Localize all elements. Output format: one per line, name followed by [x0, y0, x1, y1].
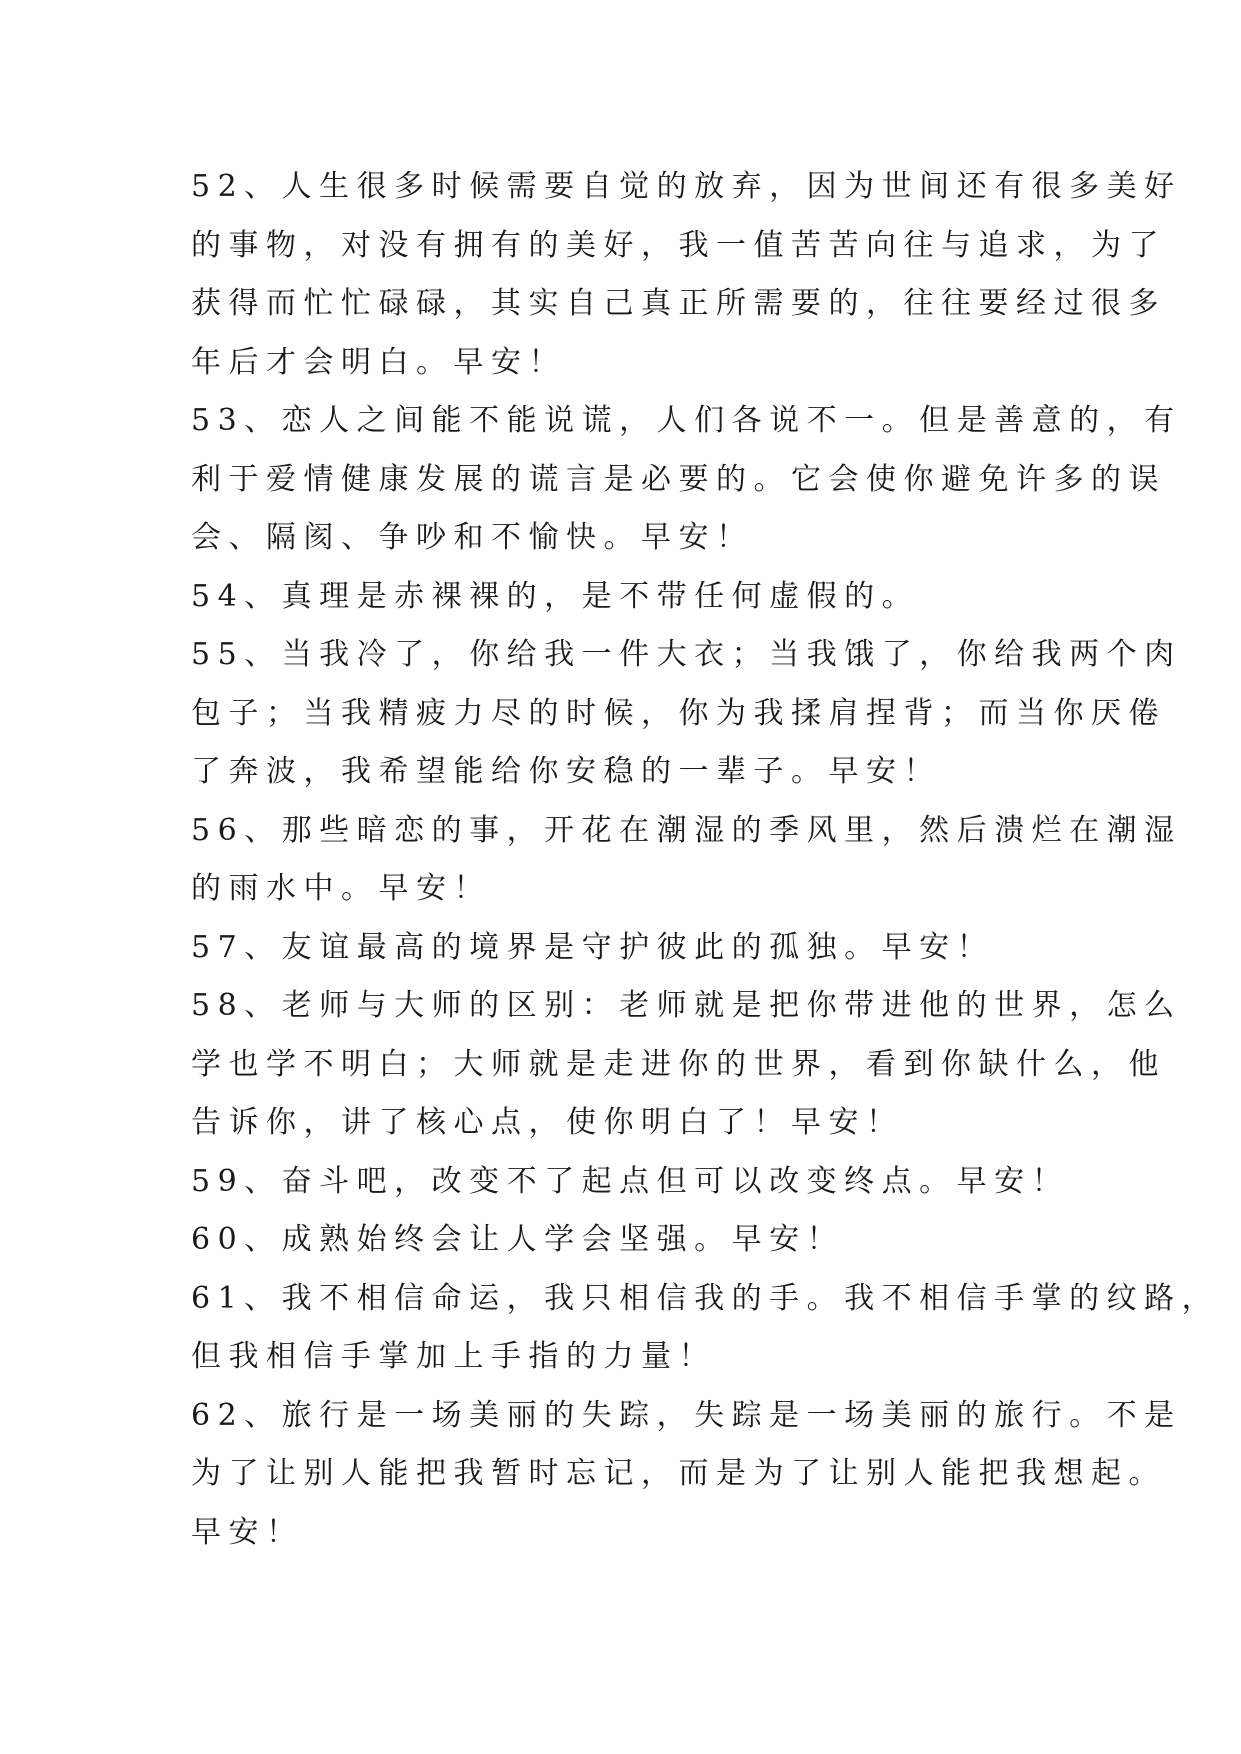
- paragraph-53: [191, 392, 1182, 568]
- paragraph-62: [191, 1387, 1182, 1563]
- text-line: 56、那些暗恋的事，开花在潮湿的季风里，然后溃烂在潮湿: [191, 812, 1182, 848]
- text-line: 53、恋人之间能不能说谎，人们各说不一。但是善意的，有: [191, 403, 1182, 438]
- text-line: 学也学不明白；大师就是走进你的世界，看到你缺什么，他: [191, 1046, 1166, 1082]
- text-line: 60、成熟始终会让人学会坚强。早安！: [191, 1222, 845, 1257]
- paragraph-55: [191, 626, 1182, 802]
- paragraph-59: [191, 1153, 1071, 1212]
- text-line: 获得而忙忙碌碌，其实自己真正所需要的，往往要经过很多: [191, 286, 1166, 321]
- paragraph-58: [191, 977, 1182, 1153]
- text-line: 为了让别人能把我暂时忘记，而是为了让别人能把我想起。: [191, 1456, 1166, 1491]
- text-line: 55、当我冷了，你给我一件大衣；当我饿了，你给我两个肉: [191, 637, 1182, 672]
- paragraph-61: [191, 1270, 1220, 1387]
- document-body: [191, 158, 1220, 1562]
- text-line: 年后才会明白。早安！: [191, 344, 566, 380]
- text-line: 包子；当我精疲力尽的时候，你为我揉肩捏背；而当你厌倦: [191, 695, 1166, 731]
- text-line: 但我相信手掌加上手指的力量！: [191, 1339, 716, 1374]
- paragraph-52: [191, 158, 1182, 392]
- text-line: 的事物，对没有拥有的美好，我一值苦苦向往与追求，为了: [191, 227, 1166, 263]
- paragraph-56: [191, 802, 1182, 919]
- text-line: 59、奋斗吧，改变不了起点但可以改变终点。早安！: [191, 1163, 1070, 1199]
- text-line: 利于爱情健康发展的谎言是必要的。它会使你避免许多的误: [191, 461, 1166, 497]
- text-line: 告诉你，讲了核心点，使你明白了！早安！: [191, 1105, 904, 1140]
- text-line: 会、隔阂、争吵和不愉快。早安！: [191, 520, 754, 555]
- text-line: 52、人生很多时候需要自觉的放弃，因为世间还有很多美好: [191, 169, 1182, 204]
- text-line: 61、我不相信命运，我只相信我的手。我不相信手掌的纹路，: [191, 1280, 1220, 1316]
- text-line: 54、真理是赤裸裸的，是不带任何虚假的。: [191, 578, 920, 614]
- paragraph-57: [191, 919, 1071, 978]
- text-line: 早安！: [191, 1514, 304, 1550]
- paragraph-54: [191, 568, 1071, 627]
- text-line: 62、旅行是一场美丽的失踪，失踪是一场美丽的旅行。不是: [191, 1397, 1182, 1433]
- text-line: 58、老师与大师的区别：老师就是把你带进他的世界，怎么: [191, 988, 1182, 1023]
- text-line: 了奔波，我希望能给你安稳的一辈子。早安！: [191, 754, 941, 789]
- text-line: 57、友谊最高的境界是守护彼此的孤独。早安！: [191, 929, 995, 965]
- text-line: 的雨水中。早安！: [191, 871, 491, 906]
- paragraph-60: [191, 1211, 1071, 1270]
